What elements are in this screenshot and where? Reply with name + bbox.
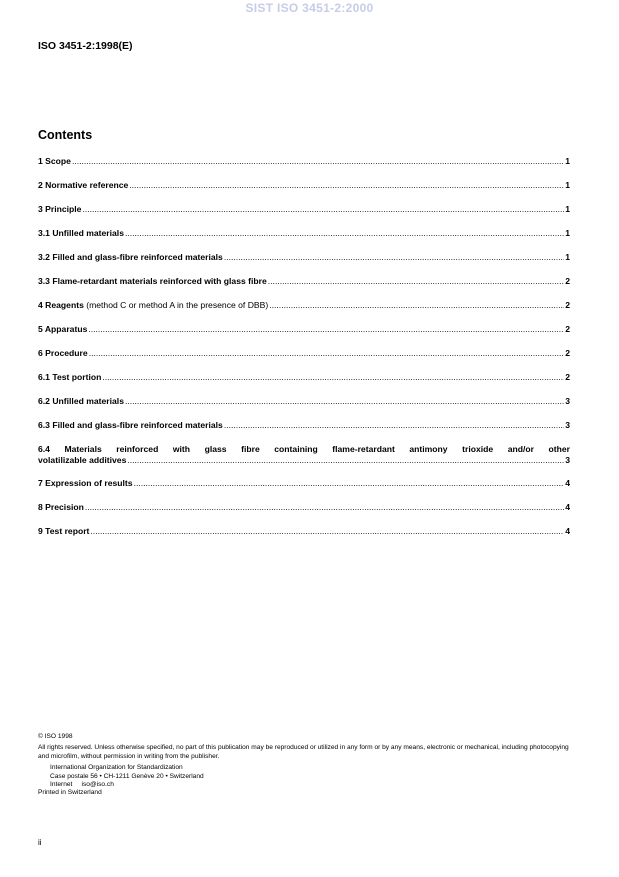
toc-entry-title: 9 Test report <box>38 526 90 536</box>
toc-leader-dots <box>102 372 564 383</box>
toc-page-number: 4 <box>565 526 570 536</box>
toc-entry-test-report[interactable] <box>38 526 570 537</box>
toc-entry-filled-materials[interactable] <box>38 252 570 263</box>
organization-address: Case postale 56 • CH-1211 Genève 20 • Switzerland <box>50 772 204 780</box>
toc-entry-title: 8 Precision <box>38 502 84 512</box>
toc-entry-precision[interactable] <box>38 502 570 513</box>
toc-entry-title: 4 Reagents <box>38 300 84 310</box>
toc-page-number: 4 <box>565 502 570 512</box>
toc-entry-title: 2 Normative reference <box>38 180 129 190</box>
rights-statement: All rights reserved. Unless otherwise specified, no part of this publication may be reproduced or utilized in any form or by any means, electronic or mechanical, including photocopying and microfilm, without permission in writing from the publisher. <box>38 744 569 760</box>
toc-entry-procedure[interactable] <box>38 348 570 359</box>
toc-leader-dots <box>85 502 564 513</box>
toc-entry-title: 3.1 Unfilled materials <box>38 228 124 238</box>
toc-entry-title: 3.2 Filled and glass-fibre reinforced materials <box>38 252 223 262</box>
toc-leader-dots <box>82 204 564 215</box>
toc-leader-dots <box>129 180 564 191</box>
toc-leader-dots <box>125 228 564 239</box>
toc-leader-dots <box>88 324 564 335</box>
table-of-contents <box>38 156 570 550</box>
toc-leader-dots <box>269 300 564 311</box>
toc-entry-expression-of-results[interactable] <box>38 478 570 489</box>
toc-leader-dots <box>125 396 564 407</box>
toc-leader-dots <box>134 478 565 489</box>
toc-leader-dots <box>224 252 564 263</box>
internet-label: Internet <box>50 781 73 789</box>
toc-page-number: 2 <box>565 276 570 286</box>
copyright-line: © ISO 1998 <box>38 733 73 740</box>
toc-page-number: 4 <box>565 478 570 488</box>
toc-entry-title: 7 Expression of results <box>38 478 133 488</box>
copyright-footer <box>38 733 578 798</box>
watermark: SIST ISO 3451-2:2000 <box>245 1 374 15</box>
toc-entry-test-portion[interactable] <box>38 372 570 383</box>
toc-leader-dots <box>224 420 564 431</box>
toc-page-number: 1 <box>565 228 570 238</box>
toc-entry-title-continued: volatilizable additives <box>38 455 127 465</box>
toc-entry-title: 6.3 Filled and glass-fibre reinforced materials <box>38 420 223 430</box>
toc-leader-dots <box>90 526 564 537</box>
toc-entry-apparatus[interactable] <box>38 324 570 335</box>
printed-in: Printed in Switzerland <box>38 789 102 797</box>
toc-entry-principle[interactable] <box>38 204 570 215</box>
toc-entry-title: 6.1 Test portion <box>38 372 102 382</box>
toc-entry-normative-reference[interactable] <box>38 180 570 191</box>
toc-entry-flame-retardant-materials[interactable] <box>38 276 570 287</box>
document-id: ISO 3451-2:1998(E) <box>38 40 133 52</box>
toc-entry-reagents[interactable] <box>38 300 570 311</box>
organization-name: International Organization for Standardization <box>50 764 183 772</box>
toc-entry-title: 6.4 Materials reinforced with glass fibre containing flame-retardant antimony trioxide and/or other <box>38 444 570 454</box>
toc-entry-title: 6 Procedure <box>38 348 88 358</box>
toc-leader-dots <box>72 156 564 167</box>
organization-internet <box>38 781 578 789</box>
toc-entry-title: 6.2 Unfilled materials <box>38 396 124 406</box>
page-number: ii <box>38 838 42 847</box>
toc-page-number: 1 <box>565 204 570 214</box>
toc-page-number: 1 <box>565 156 570 166</box>
toc-page-number: 2 <box>565 372 570 382</box>
toc-entry-title: 5 Apparatus <box>38 324 88 334</box>
toc-page-number: 2 <box>565 324 570 334</box>
toc-page-number: 3 <box>565 420 570 430</box>
contents-title: Contents <box>38 128 93 142</box>
toc-page-number: 2 <box>565 300 570 310</box>
toc-entry-title: 3.3 Flame-retardant materials reinforced with glass fibre <box>38 276 267 286</box>
toc-entry-procedure-filled[interactable] <box>38 420 570 431</box>
toc-leader-dots <box>268 276 564 287</box>
toc-entry-antimony-trioxide[interactable] <box>38 444 570 466</box>
toc-page-number: 1 <box>565 252 570 262</box>
toc-entry-unfilled-materials[interactable] <box>38 228 570 239</box>
toc-entry-note: (method C or method A in the presence of DBB) <box>83 300 269 310</box>
toc-leader-dots <box>89 348 565 359</box>
toc-page-number: 2 <box>565 348 570 358</box>
toc-page-number: 3 <box>565 396 570 406</box>
toc-entry-title: 3 Principle <box>38 204 82 214</box>
toc-page-number: 1 <box>565 180 570 190</box>
toc-entry-scope[interactable] <box>38 156 570 167</box>
toc-page-number: 3 <box>565 455 570 465</box>
toc-leader-dots <box>127 455 564 466</box>
toc-entry-procedure-unfilled[interactable] <box>38 396 570 407</box>
internet-address-link[interactable]: iso@iso.ch <box>81 781 114 789</box>
toc-entry-title: 1 Scope <box>38 156 71 166</box>
